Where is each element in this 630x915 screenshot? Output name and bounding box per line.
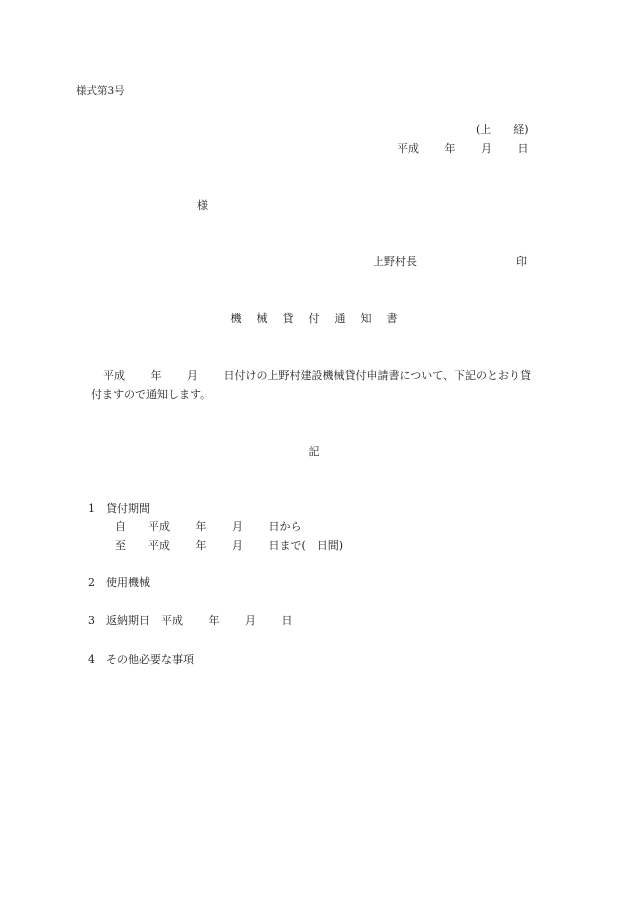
loan-period-from: 自 平成 年 月 日から [115, 520, 302, 533]
seal-mark: 印 [516, 255, 527, 268]
document-title: 機 械 貸 付 通 知 書 [230, 312, 400, 325]
body-text-line-2: 付ますので通知します。 [91, 388, 212, 401]
notice-date: 平成 年 月 日 [397, 142, 529, 155]
issuer-name: 上野村長 [373, 255, 417, 268]
item-loan-period: 1 貸付期間 [88, 502, 150, 515]
department-label: (上 経) [476, 123, 529, 136]
item-return-date: 3 返納期日 平成 年 月 日 [88, 614, 293, 627]
item-other-matters: 4 その他必要な事項 [88, 653, 194, 666]
loan-period-to: 至 平成 年 月 日まで( 日間) [115, 539, 344, 552]
ki-heading: 記 [308, 445, 320, 458]
item-machinery: 2 使用機械 [88, 576, 150, 589]
body-text-line-1: 平成 年 月 日付けの上野村建設機械貸付申請書について、下記のとおり貸 [103, 369, 532, 382]
form-number: 様式第3号 [76, 85, 125, 97]
addressee-honorific: 様 [197, 199, 208, 212]
